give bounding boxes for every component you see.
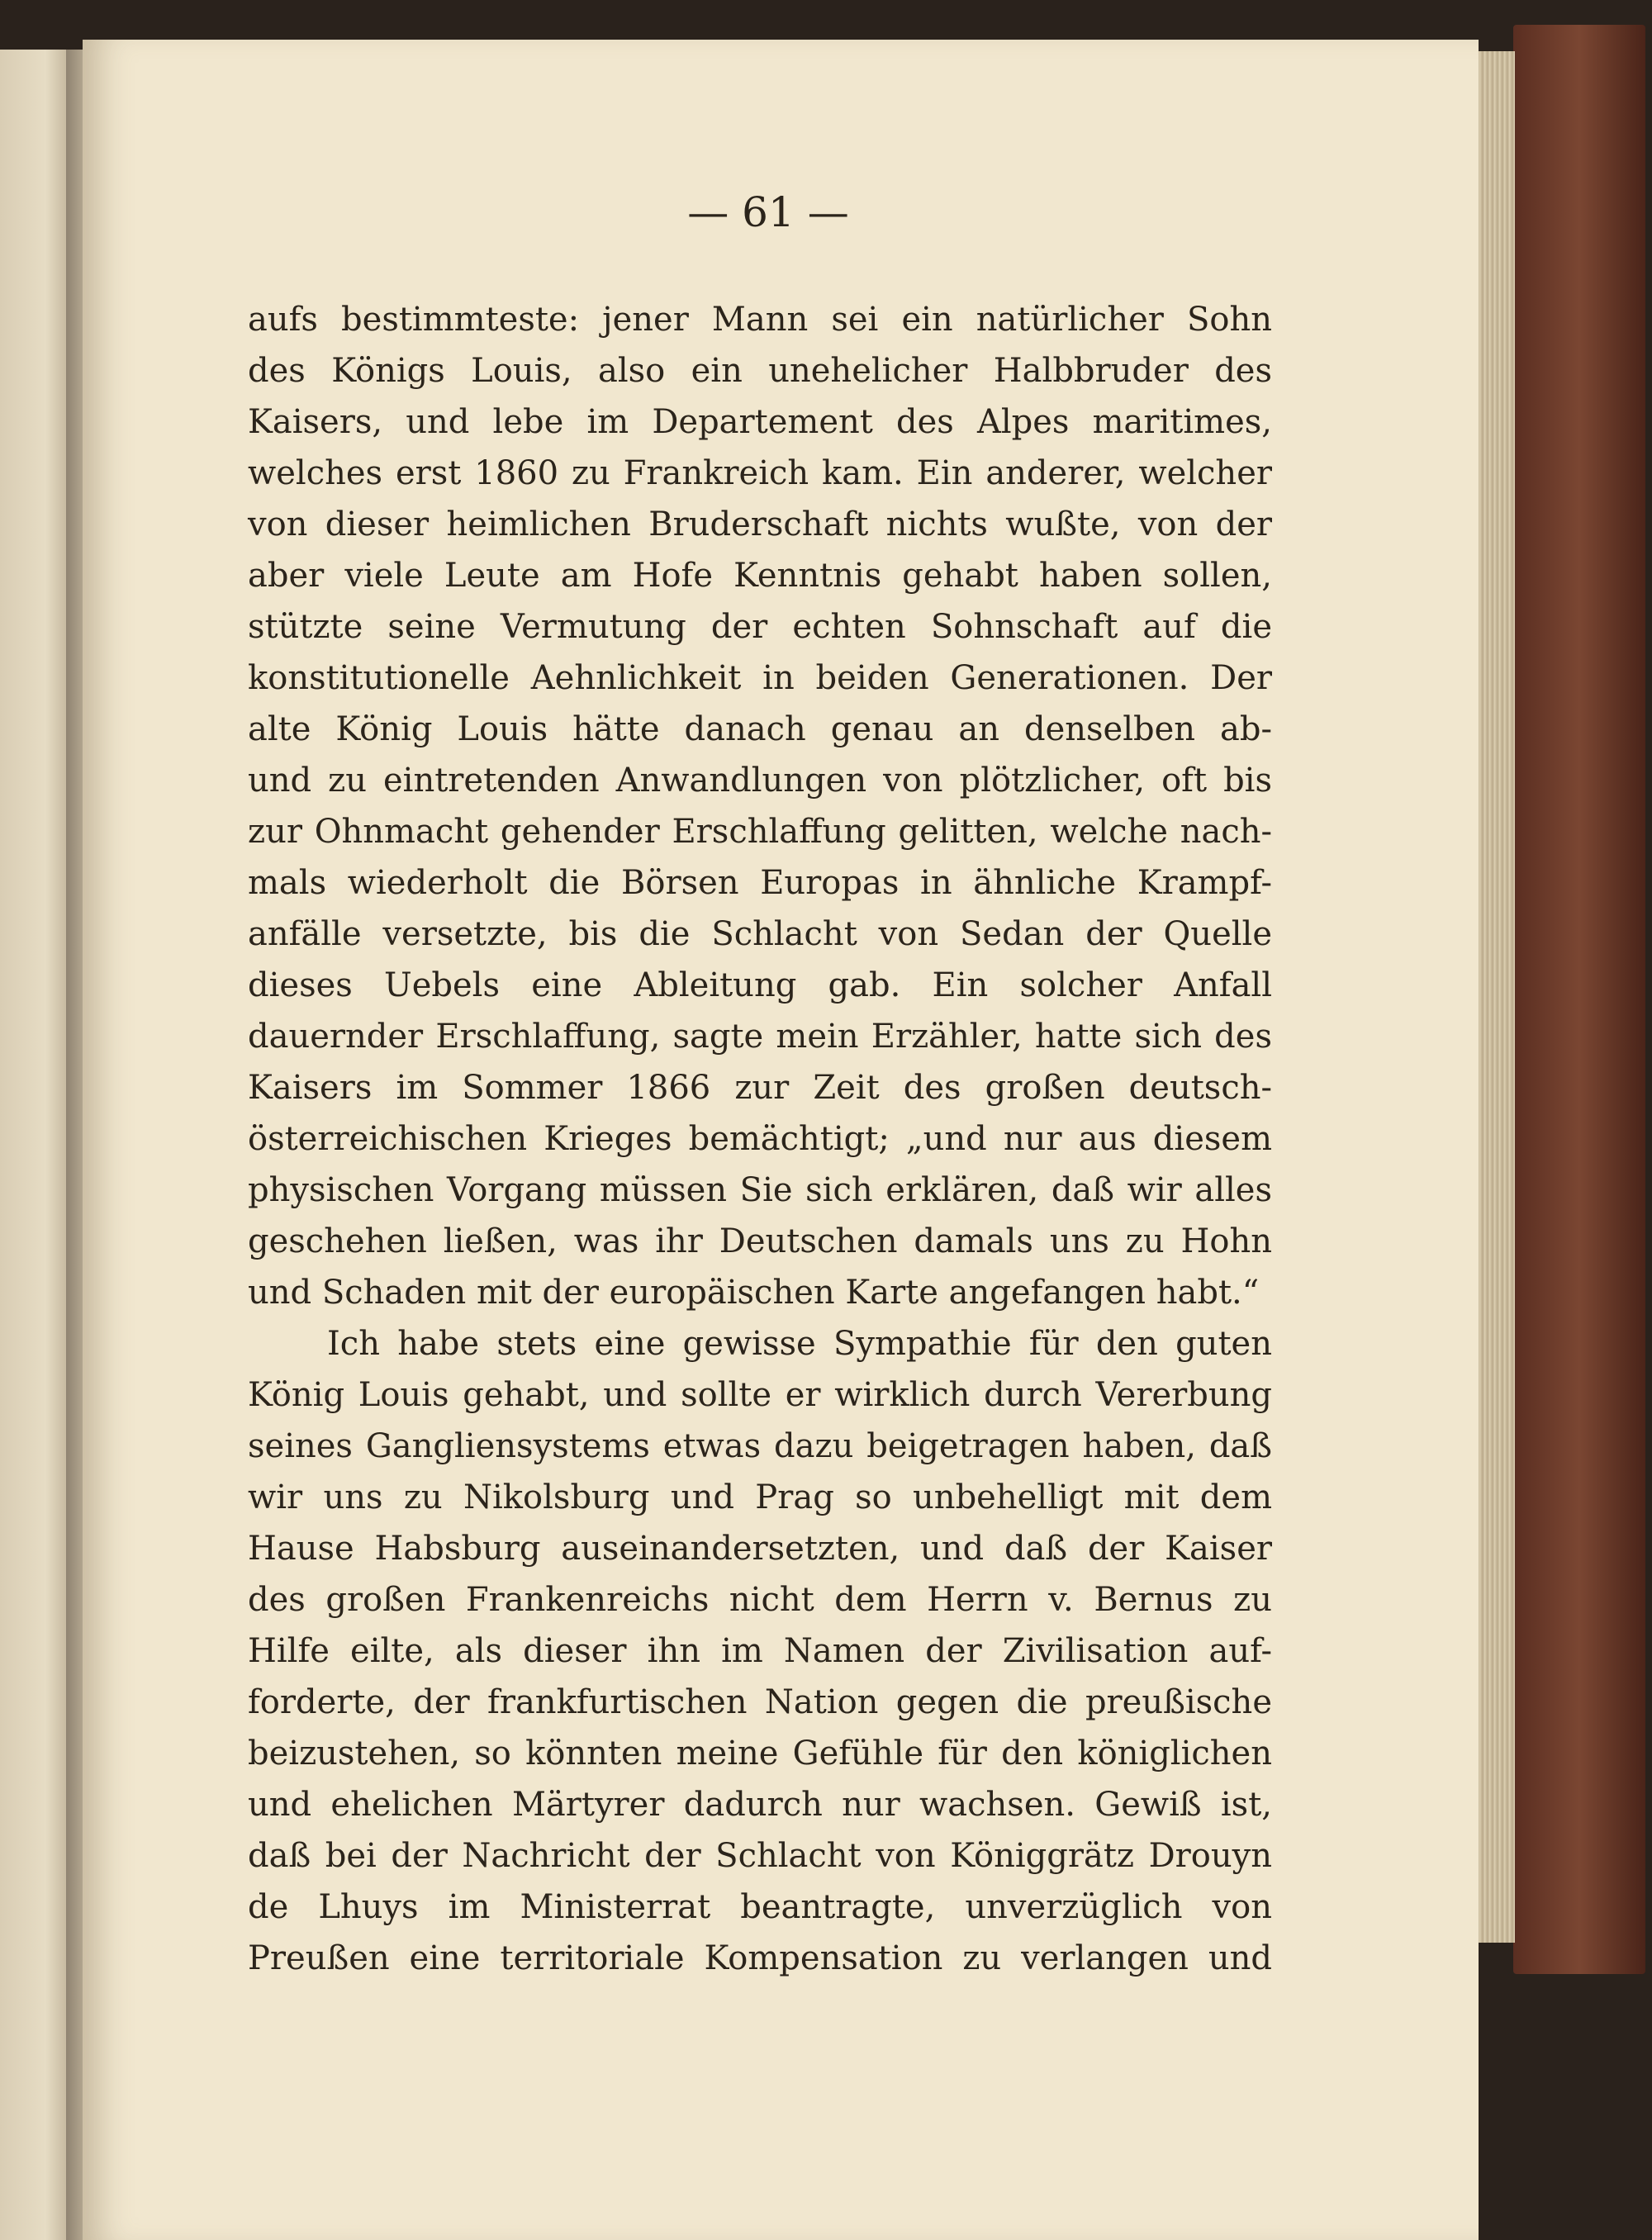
text-line: konstitutionelle Aehnlichkeit in beiden Generationen. Der bbox=[248, 659, 1272, 697]
text-line: alte König Louis hätte danach genau an denselben ab- bbox=[248, 710, 1272, 748]
left-page-edge bbox=[0, 50, 76, 2240]
text-line: mals wiederholt die Börsen Europas in ähnliche Krampf- bbox=[248, 864, 1272, 902]
text-line: Hilfe eilte, als dieser ihn im Namen der Zivilisation auf- bbox=[248, 1632, 1272, 1670]
text-line: von dieser heimlichen Bruderschaft nichts wußte, von der bbox=[248, 505, 1272, 543]
text-line: Ich habe stets eine gewisse Sympathie für den guten bbox=[327, 1325, 1272, 1363]
text-line: Hause Habsburg auseinandersetzten, und daß der Kaiser bbox=[248, 1530, 1272, 1568]
text-line: anfälle versetzte, bis die Schlacht von Sedan der Quelle bbox=[248, 915, 1272, 953]
text-line: seines Gangliensystems etwas dazu beigetragen haben, daß bbox=[248, 1427, 1272, 1465]
text-line: wir uns zu Nikolsburg und Prag so unbehelligt mit dem bbox=[248, 1478, 1272, 1516]
text-line: Preußen eine territoriale Kompensation zu verlangen und bbox=[248, 1939, 1272, 1977]
text-line: und Schaden mit der europäischen Karte angefangen habt.“ bbox=[248, 1274, 1260, 1312]
text-line: geschehen ließen, was ihr Deutschen damals uns zu Hohn bbox=[248, 1222, 1272, 1260]
text-line: des Königs Louis, also ein unehelicher Halbbruder des bbox=[248, 352, 1272, 390]
page-stack-edges bbox=[1475, 51, 1515, 1943]
text-line: aufs bestimmteste: jener Mann sei ein natürlicher Sohn bbox=[248, 301, 1272, 339]
text-line: beizustehen, so könnten meine Gefühle für den königlichen bbox=[248, 1735, 1272, 1773]
text-line: und zu eintretenden Anwandlungen von plötzlicher, oft bis bbox=[248, 762, 1272, 800]
text-line: forderte, der frankfurtischen Nation gegen die preußische bbox=[248, 1683, 1272, 1721]
text-line: de Lhuys im Ministerrat beantragte, unverzüglich von bbox=[248, 1888, 1272, 1926]
book-cover-edge bbox=[1513, 25, 1645, 1974]
text-line: Kaisers, und lebe im Departement des Alpes maritimes, bbox=[248, 403, 1272, 441]
text-line: physischen Vorgang müssen Sie sich erklären, daß wir alles bbox=[248, 1171, 1272, 1209]
text-line: aber viele Leute am Hofe Kenntnis gehabt haben sollen, bbox=[248, 557, 1272, 595]
text-line: und ehelichen Märtyrer dadurch nur wachsen. Gewiß ist, bbox=[248, 1786, 1272, 1824]
text-line: daß bei der Nachricht der Schlacht von Königgrätz Drouyn bbox=[248, 1837, 1272, 1875]
text-line: stützte seine Vermutung der echten Sohnschaft auf die bbox=[248, 608, 1272, 646]
text-line: zur Ohnmacht gehender Erschlaffung gelitten, welche nach- bbox=[248, 813, 1272, 851]
text-line: König Louis gehabt, und sollte er wirklich durch Vererbung bbox=[248, 1376, 1272, 1414]
text-line: dieses Uebels eine Ableitung gab. Ein solcher Anfall bbox=[248, 966, 1272, 1004]
text-line: Kaisers im Sommer 1866 zur Zeit des großen deutsch- bbox=[248, 1069, 1272, 1107]
page-number-header: — 61 — bbox=[687, 188, 849, 236]
text-line: österreichischen Krieges bemächtigt; „und nur aus diesem bbox=[248, 1120, 1272, 1158]
text-line: dauernder Erschlaffung, sagte mein Erzähler, hatte sich des bbox=[248, 1018, 1272, 1056]
text-line: welches erst 1860 zu Frankreich kam. Ein anderer, welcher bbox=[248, 454, 1272, 492]
text-line: des großen Frankenreichs nicht dem Herrn v. Bernus zu bbox=[248, 1581, 1272, 1619]
body-text bbox=[248, 294, 1272, 1984]
